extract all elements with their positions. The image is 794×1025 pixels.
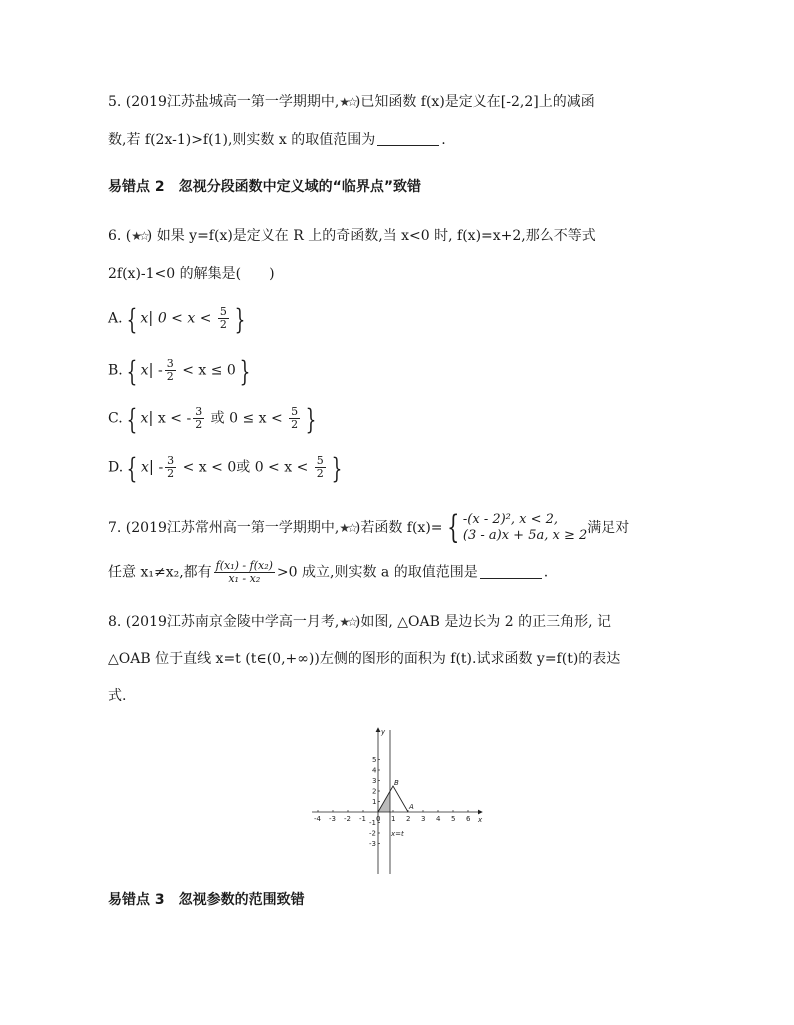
section-heading-2: 易错点 2 忽视分段函数中定义域的“临界点”致错 bbox=[108, 179, 422, 195]
q6-option-a[interactable]: A. { x| 0 < x < $\frac{5}{2}$ } bbox=[108, 302, 246, 336]
fraction: $\frac{\text{f(x₁) - f(x₂)}}{\text{x₁ - x₂}}$ bbox=[215, 559, 273, 585]
x-tick-label: 3 bbox=[421, 815, 426, 823]
x-tick-label: -2 bbox=[344, 815, 351, 823]
q6-line1: 6. (★☆) 如果 y=f(x)是定义在 R 上的奇函数,当 x<0 时, f(x)=x+2,那么不等式 bbox=[108, 228, 596, 244]
q7-line2: 任意 x₁≠x₂,都有 $\frac{\text{f(x₁) - f(x₂)}}{\text{x₁ - x₂}}$ >0 成立,则实数 a 的取值范围是 . bbox=[108, 559, 549, 585]
y-tick-label: -1 bbox=[369, 819, 376, 827]
coordinate-graph bbox=[310, 726, 486, 876]
q5-stem-cont: 数,若 f(2x-1)>f(1),则实数 x 的取值范围为 bbox=[108, 132, 376, 148]
x-tick-label: -1 bbox=[359, 815, 366, 823]
y-tick-label: 3 bbox=[372, 777, 377, 785]
x-tick-label: 0 bbox=[376, 815, 381, 823]
difficulty-star-icon: ★☆ bbox=[339, 95, 355, 109]
q8-line1: 8. (2019江苏南京金陵中学高一月考,★☆)如图, △OAB 是边长为 2 的正三角形, 记 bbox=[108, 614, 612, 630]
difficulty-star-icon: ★☆ bbox=[339, 521, 355, 535]
y-tick-label: 2 bbox=[372, 787, 377, 796]
q5-stem: )已知函数 f(x)是定义在[-2,2]上的减函 bbox=[354, 94, 595, 110]
fraction: $\frac{5}{2}$ bbox=[219, 305, 227, 331]
x-axis-label: x bbox=[478, 816, 483, 824]
y-tick-label: 5 bbox=[372, 756, 377, 764]
fraction: $\frac{3}{2}$ bbox=[167, 454, 175, 480]
q6-option-b[interactable]: B. { x| - $\frac{3}{2}$ < x ≤ 0 } bbox=[108, 354, 251, 388]
fraction: $\frac{5}{2}$ bbox=[291, 405, 299, 431]
q5-source: 5. (2019江苏盐城高一第一学期期中, bbox=[108, 94, 340, 110]
x-tick-label: -4 bbox=[314, 815, 321, 823]
difficulty-star-icon: ★☆ bbox=[131, 229, 147, 243]
q6-stem: ) 如果 y=f(x)是定义在 R 上的奇函数,当 x<0 时, f(x)=x+2,那么不等式 bbox=[146, 228, 596, 244]
y-tick-label: 1 bbox=[372, 798, 377, 806]
q7-answer-blank[interactable] bbox=[480, 564, 542, 579]
x-tick-label: 1 bbox=[391, 815, 396, 823]
q7-line1: 7. (2019江苏常州高一第一学期期中,★☆)若函数 f(x)= { -(x - 2)², x < 2, (3 - a)x + 5a, x ≥ 2 满足对 bbox=[108, 508, 630, 546]
x-tick-label: -3 bbox=[329, 815, 336, 823]
q6-option-d[interactable]: D. { x| - $\frac{3}{2}$ < x < 0或 0 < x < $\frac{5}{2}$ } bbox=[108, 451, 343, 485]
q6-option-c[interactable]: C. { x| x < - $\frac{3}{2}$ 或 0 ≤ x < $\frac{5}{2}$ } bbox=[108, 402, 317, 436]
y-tick-label: -3 bbox=[369, 840, 376, 848]
piecewise-function: -(x - 2)², x < 2, (3 - a)x + 5a, x ≥ 2 bbox=[462, 512, 588, 543]
section-heading-3: 易错点 3 忽视参数的范围致错 bbox=[108, 892, 305, 908]
y-tick-label: -2 bbox=[369, 829, 376, 838]
q5-line1 bbox=[108, 92, 595, 112]
fraction: $\frac{3}{2}$ bbox=[166, 357, 174, 383]
q5-answer-blank[interactable] bbox=[377, 131, 439, 146]
fraction: $\frac{3}{2}$ bbox=[195, 405, 203, 431]
x-tick-label: 6 bbox=[466, 815, 471, 823]
q6-line2: 2f(x)-1<0 的解集是( ) bbox=[108, 266, 275, 282]
q8-line2: △OAB 位于直线 x=t (t∈(0,+∞))左侧的图形的面积为 f(t).试求函数 y=f(t)的表达 bbox=[108, 651, 621, 667]
y-axis-label: y bbox=[381, 728, 386, 736]
q5-line2: 数,若 f(2x-1)>f(1),则实数 x 的取值范围为 . bbox=[108, 132, 446, 148]
point-b-label: B bbox=[394, 779, 399, 787]
y-tick-label: 4 bbox=[372, 766, 377, 775]
x-tick-label: 5 bbox=[451, 815, 456, 823]
x-tick-label: 4 bbox=[436, 815, 441, 823]
fraction: $\frac{5}{2}$ bbox=[316, 454, 324, 480]
x-tick-label: 2 bbox=[406, 815, 411, 823]
q8-line3: 式. bbox=[108, 688, 127, 704]
line-x-t-label: x=t bbox=[391, 830, 404, 838]
difficulty-star-icon: ★☆ bbox=[339, 615, 355, 629]
point-a-label: A bbox=[409, 803, 414, 811]
piecewise-brace: { bbox=[446, 508, 459, 546]
